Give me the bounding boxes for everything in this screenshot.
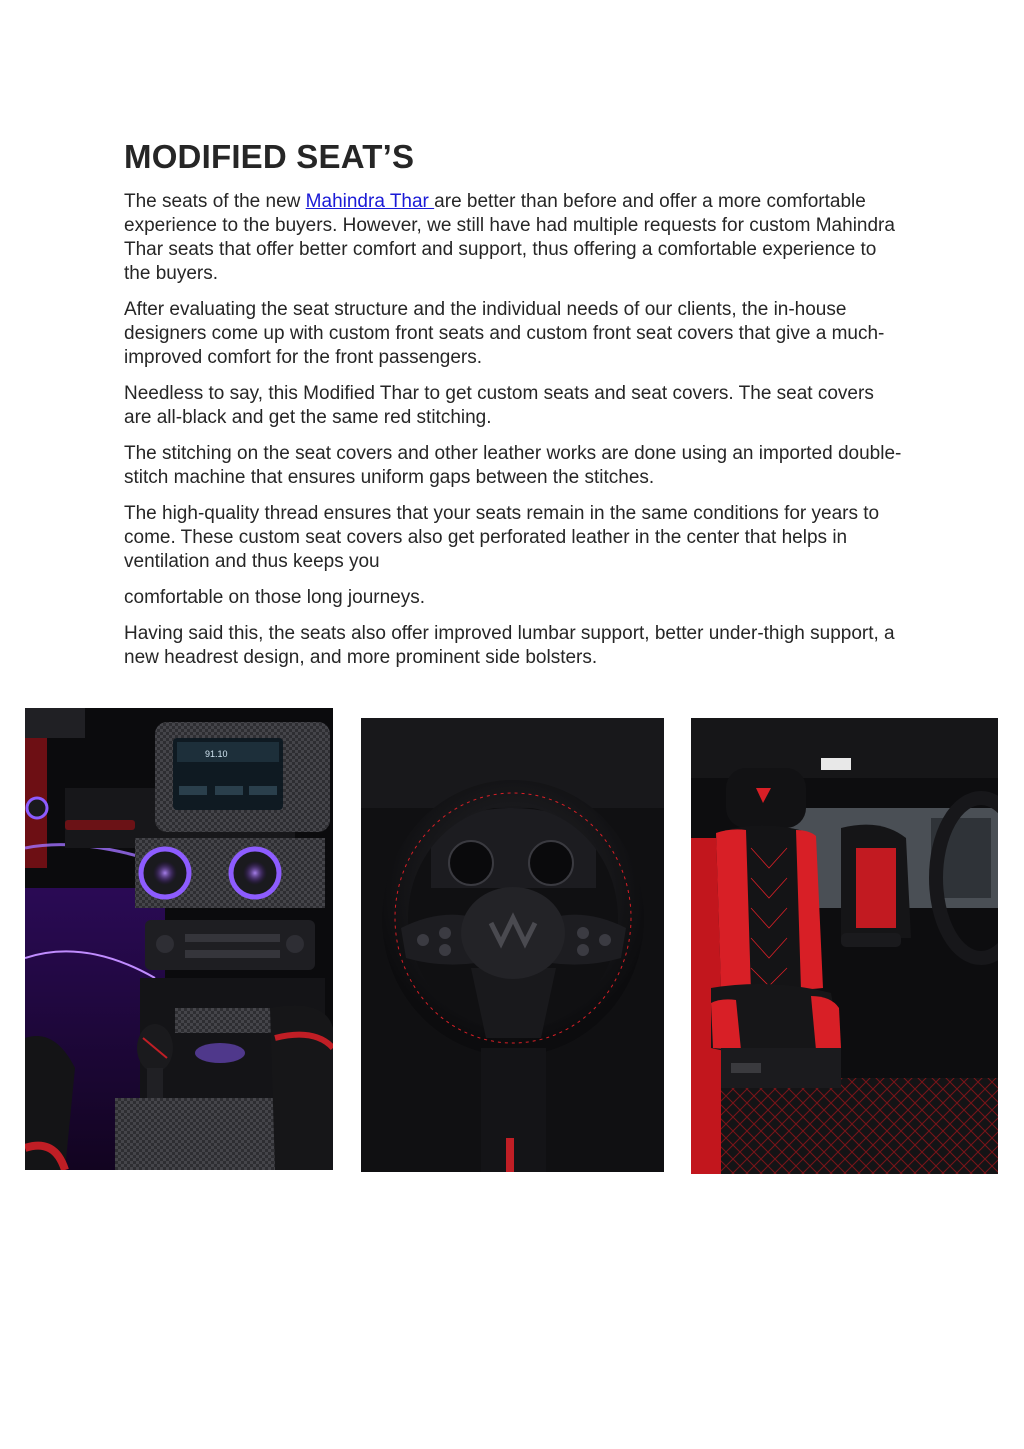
radio-frequency-text: 91.10 (205, 749, 228, 759)
steering-wheel-photo (361, 718, 664, 1172)
article (124, 136, 904, 682)
paragraph-4: The stitching on the seat covers and other leather works are done using an imported double-stitch machine that ensures uniform gaps between the stitches. (124, 443, 902, 488)
paragraph-6: comfortable on those long journeys. (124, 587, 426, 608)
paragraph-1-rest: are better than before and offer a more comfortable experience to the buyers. However, we still have had multiple requests for custom Mahindra Thar seats that offer better comfort and support, thus offering a comfortable experience to the buyers. (124, 191, 895, 284)
paragraph-1 (124, 190, 904, 286)
paragraph-5: The high-quality thread ensures that your seats remain in the same conditions for years to come. These custom seat covers also get perforated leather in the center that helps in ventilation and thus keeps you (124, 503, 880, 572)
page-title: MODIFIED SEAT’S (124, 138, 415, 175)
paragraph-7: Having said this, the seats also offer improved lumbar support, better under-thigh support, a new headrest design, and more prominent side bolsters. (124, 623, 895, 668)
paragraph-2: After evaluating the seat structure and the individual needs of our clients, the in-house designers come up with custom front seats and custom front seat covers that give a much-improved comfort for the front passengers. (124, 299, 885, 368)
mahindra-thar-link[interactable]: Mahindra Thar (305, 191, 435, 212)
paragraph-3: Needless to say, this Modified Thar to get custom seats and seat covers. The seat covers are all-black and get the same red stitching. (124, 383, 874, 428)
custom-seat-photo (691, 718, 998, 1174)
steering-wheel-illustration (361, 718, 664, 1172)
custom-seat-illustration (691, 718, 998, 1174)
dashboard-console-photo (25, 708, 333, 1170)
paragraph-1-lead: The seats of the new (124, 191, 306, 212)
dashboard-illustration (25, 708, 333, 1170)
